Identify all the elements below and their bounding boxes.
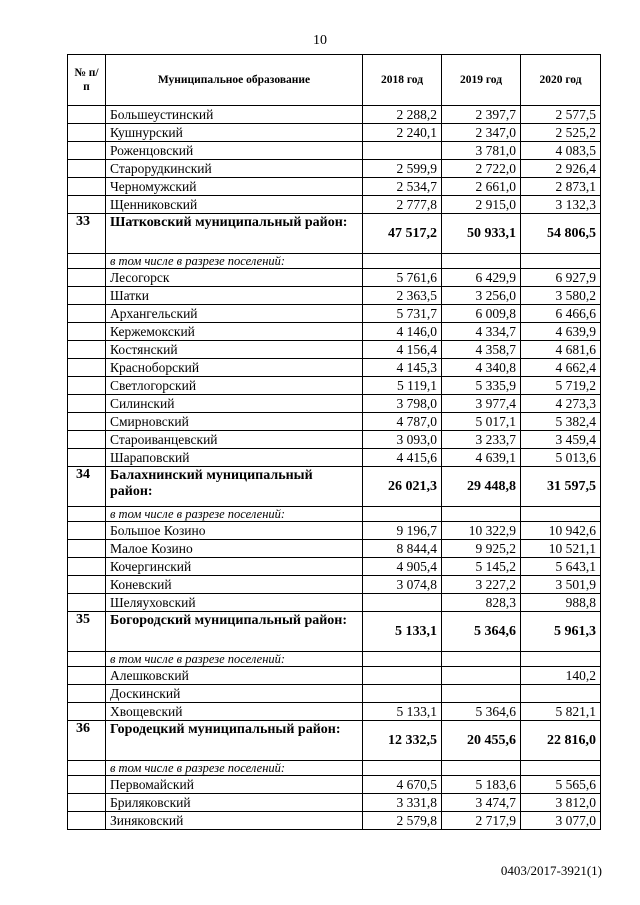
- table-row: [68, 142, 601, 160]
- value-2018: 4 670,5: [363, 776, 442, 794]
- row-number: [68, 652, 106, 667]
- header-name: Муниципальное образование: [106, 55, 363, 106]
- value-2020: 3 812,0: [521, 794, 601, 812]
- table-row: [68, 794, 601, 812]
- value-2020: 5 013,6: [521, 449, 601, 467]
- table-row: [68, 776, 601, 794]
- value-2019: [442, 685, 521, 703]
- table-row: [68, 594, 601, 612]
- value-2019: 3 781,0: [442, 142, 521, 160]
- row-number: [68, 431, 106, 449]
- value-2020: 2 525,2: [521, 124, 601, 142]
- value-2020: 4 662,4: [521, 359, 601, 377]
- subheading-row: [68, 507, 601, 522]
- value-2020: 4 083,5: [521, 142, 601, 160]
- value-2019: 5 364,6: [442, 703, 521, 721]
- municipality-name: Балахнинский муниципальный район:: [106, 467, 363, 507]
- table-row: [68, 341, 601, 359]
- table-row: [68, 178, 601, 196]
- value-2019: 3 977,4: [442, 395, 521, 413]
- value-2018: 47 517,2: [363, 214, 442, 254]
- value-2019: 2 915,0: [442, 196, 521, 214]
- value-2019: 4 358,7: [442, 341, 521, 359]
- table-row: [68, 522, 601, 540]
- value-2019: 4 334,7: [442, 323, 521, 341]
- value-2018: 3 074,8: [363, 576, 442, 594]
- value-2019: 2 397,7: [442, 106, 521, 124]
- row-number: [68, 794, 106, 812]
- table-row: [68, 106, 601, 124]
- table-row: [68, 160, 601, 178]
- row-number: 36: [68, 721, 106, 761]
- row-number: [68, 196, 106, 214]
- district-row: [68, 612, 601, 652]
- table-row: [68, 576, 601, 594]
- value-2019: 3 474,7: [442, 794, 521, 812]
- table-row: [68, 703, 601, 721]
- value-2019: 3 233,7: [442, 431, 521, 449]
- row-number: [68, 305, 106, 323]
- row-number: [68, 142, 106, 160]
- value-2019: [442, 667, 521, 685]
- row-number: [68, 703, 106, 721]
- value-2019: 2 347,0: [442, 124, 521, 142]
- subheading-text: в том числе в разрезе поселений:: [106, 652, 363, 667]
- value-2018: 4 787,0: [363, 413, 442, 431]
- value-2020: 6 927,9: [521, 269, 601, 287]
- table-row: [68, 540, 601, 558]
- value-2019: 50 933,1: [442, 214, 521, 254]
- row-number: [68, 323, 106, 341]
- table-header-row: [68, 55, 601, 106]
- district-row: [68, 721, 601, 761]
- row-number: [68, 507, 106, 522]
- district-row: [68, 467, 601, 507]
- table-row: [68, 395, 601, 413]
- value-2020: 3 077,0: [521, 812, 601, 830]
- municipality-name: Красноборский: [106, 359, 363, 377]
- subheading-text: в том числе в разрезе поселений:: [106, 254, 363, 269]
- value-2019: 2 717,9: [442, 812, 521, 830]
- district-row: [68, 214, 601, 254]
- table-row: [68, 558, 601, 576]
- value-2020: 6 466,6: [521, 305, 601, 323]
- value-2018: 5 133,1: [363, 612, 442, 652]
- value-2018: 4 415,6: [363, 449, 442, 467]
- value-2018: 5 133,1: [363, 703, 442, 721]
- row-number: [68, 540, 106, 558]
- municipality-name: Светлогорский: [106, 377, 363, 395]
- row-number: [68, 160, 106, 178]
- table-row: [68, 812, 601, 830]
- document-code: 0403/2017-3921(1): [500, 863, 602, 878]
- table-row: [68, 377, 601, 395]
- value-2018: [363, 507, 442, 522]
- header-2019: 2019 год: [442, 55, 521, 106]
- value-2020: 3 459,4: [521, 431, 601, 449]
- municipality-name: Роженцовский: [106, 142, 363, 160]
- value-2020: 5 821,1: [521, 703, 601, 721]
- table-row: [68, 431, 601, 449]
- value-2018: [363, 761, 442, 776]
- value-2018: [363, 652, 442, 667]
- municipality-name: Кушнурский: [106, 124, 363, 142]
- municipality-name: Щенниковский: [106, 196, 363, 214]
- municipality-name: Большое Козино: [106, 522, 363, 540]
- value-2020: 5 382,4: [521, 413, 601, 431]
- table-row: [68, 305, 601, 323]
- value-2019: 2 661,0: [442, 178, 521, 196]
- value-2020: 4 681,6: [521, 341, 601, 359]
- table-body: [68, 106, 601, 830]
- value-2020: [521, 652, 601, 667]
- value-2020: 3 580,2: [521, 287, 601, 305]
- subheading-row: [68, 652, 601, 667]
- value-2020: 3 132,3: [521, 196, 601, 214]
- row-number: [68, 178, 106, 196]
- municipality-name: Шатковский муниципальный район:: [106, 214, 363, 254]
- value-2018: 5 731,7: [363, 305, 442, 323]
- value-2018: 2 777,8: [363, 196, 442, 214]
- value-2020: 140,2: [521, 667, 601, 685]
- subheading-row: [68, 254, 601, 269]
- value-2018: 2 240,1: [363, 124, 442, 142]
- value-2019: 2 722,0: [442, 160, 521, 178]
- municipality-name: Первомайский: [106, 776, 363, 794]
- value-2020: 988,8: [521, 594, 601, 612]
- value-2020: 4 639,9: [521, 323, 601, 341]
- value-2018: 4 146,0: [363, 323, 442, 341]
- value-2020: [521, 761, 601, 776]
- header-2018: 2018 год: [363, 55, 442, 106]
- row-number: [68, 776, 106, 794]
- value-2018: 2 579,8: [363, 812, 442, 830]
- value-2020: 2 926,4: [521, 160, 601, 178]
- municipality-name: Кержемокский: [106, 323, 363, 341]
- value-2018: 4 156,4: [363, 341, 442, 359]
- municipality-name: Малое Козино: [106, 540, 363, 558]
- value-2020: [521, 254, 601, 269]
- row-number: [68, 685, 106, 703]
- municipality-name: Староиванцевский: [106, 431, 363, 449]
- municipality-name: Бриляковский: [106, 794, 363, 812]
- value-2018: 3 798,0: [363, 395, 442, 413]
- row-number: [68, 761, 106, 776]
- table-row: [68, 359, 601, 377]
- municipality-name: Старорудкинский: [106, 160, 363, 178]
- municipality-name: Силинский: [106, 395, 363, 413]
- value-2020: 5 565,6: [521, 776, 601, 794]
- municipality-name: Архангельский: [106, 305, 363, 323]
- value-2018: 9 196,7: [363, 522, 442, 540]
- header-2020: 2020 год: [521, 55, 601, 106]
- value-2019: [442, 254, 521, 269]
- value-2019: 4 639,1: [442, 449, 521, 467]
- page-number: 10: [313, 33, 327, 48]
- value-2019: 6 009,8: [442, 305, 521, 323]
- value-2020: 4 273,3: [521, 395, 601, 413]
- value-2019: [442, 652, 521, 667]
- row-number: [68, 106, 106, 124]
- value-2020: 31 597,5: [521, 467, 601, 507]
- row-number: 35: [68, 612, 106, 652]
- value-2020: 2 577,5: [521, 106, 601, 124]
- row-number: [68, 287, 106, 305]
- value-2019: 3 227,2: [442, 576, 521, 594]
- value-2020: 22 816,0: [521, 721, 601, 761]
- municipality-name: Доскинский: [106, 685, 363, 703]
- municipality-name: Алешковский: [106, 667, 363, 685]
- value-2020: 54 806,5: [521, 214, 601, 254]
- value-2020: 5 719,2: [521, 377, 601, 395]
- value-2018: [363, 685, 442, 703]
- value-2019: 5 145,2: [442, 558, 521, 576]
- value-2020: 2 873,1: [521, 178, 601, 196]
- value-2018: 5 119,1: [363, 377, 442, 395]
- row-number: [68, 667, 106, 685]
- municipality-name: Хвощевский: [106, 703, 363, 721]
- row-number: [68, 269, 106, 287]
- municipality-name: Городецкий муниципальный район:: [106, 721, 363, 761]
- value-2018: 3 093,0: [363, 431, 442, 449]
- value-2019: 29 448,8: [442, 467, 521, 507]
- municipality-name: Смирновский: [106, 413, 363, 431]
- municipality-name: Костянский: [106, 341, 363, 359]
- value-2019: 6 429,9: [442, 269, 521, 287]
- value-2018: 4 145,3: [363, 359, 442, 377]
- value-2018: 3 331,8: [363, 794, 442, 812]
- subheading-row: [68, 761, 601, 776]
- value-2018: 4 905,4: [363, 558, 442, 576]
- value-2018: [363, 594, 442, 612]
- municipality-name: Зиняковский: [106, 812, 363, 830]
- table-row: [68, 449, 601, 467]
- value-2020: 3 501,9: [521, 576, 601, 594]
- subheading-text: в том числе в разрезе поселений:: [106, 507, 363, 522]
- value-2018: 2 599,9: [363, 160, 442, 178]
- value-2018: 26 021,3: [363, 467, 442, 507]
- value-2018: 12 332,5: [363, 721, 442, 761]
- value-2019: 20 455,6: [442, 721, 521, 761]
- value-2020: 10 942,6: [521, 522, 601, 540]
- municipality-name: Лесогорск: [106, 269, 363, 287]
- value-2018: [363, 142, 442, 160]
- row-number: [68, 254, 106, 269]
- value-2019: 5 364,6: [442, 612, 521, 652]
- value-2018: [363, 254, 442, 269]
- row-number: [68, 341, 106, 359]
- municipality-name: Черномужский: [106, 178, 363, 196]
- row-number: [68, 558, 106, 576]
- value-2018: [363, 667, 442, 685]
- header-no: № п/п: [68, 55, 106, 106]
- value-2018: 5 761,6: [363, 269, 442, 287]
- row-number: [68, 449, 106, 467]
- table-row: [68, 269, 601, 287]
- row-number: [68, 576, 106, 594]
- value-2020: 5 643,1: [521, 558, 601, 576]
- row-number: [68, 359, 106, 377]
- row-number: [68, 812, 106, 830]
- value-2019: 828,3: [442, 594, 521, 612]
- municipality-name: Шатки: [106, 287, 363, 305]
- value-2020: 10 521,1: [521, 540, 601, 558]
- value-2019: 10 322,9: [442, 522, 521, 540]
- row-number: [68, 124, 106, 142]
- value-2019: 5 183,6: [442, 776, 521, 794]
- subheading-text: в том числе в разрезе поселений:: [106, 761, 363, 776]
- table-row: [68, 287, 601, 305]
- value-2018: 2 288,2: [363, 106, 442, 124]
- municipality-name: Коневский: [106, 576, 363, 594]
- row-number: [68, 377, 106, 395]
- municipality-name: Большеустинский: [106, 106, 363, 124]
- row-number: [68, 594, 106, 612]
- table-row: [68, 413, 601, 431]
- budget-table: [67, 54, 601, 830]
- value-2019: 3 256,0: [442, 287, 521, 305]
- table-row: [68, 667, 601, 685]
- value-2019: 5 017,1: [442, 413, 521, 431]
- value-2018: 2 534,7: [363, 178, 442, 196]
- value-2018: 2 363,5: [363, 287, 442, 305]
- value-2020: [521, 685, 601, 703]
- value-2018: 8 844,4: [363, 540, 442, 558]
- row-number: 34: [68, 467, 106, 507]
- value-2020: [521, 507, 601, 522]
- table-row: [68, 124, 601, 142]
- row-number: [68, 395, 106, 413]
- table-row: [68, 196, 601, 214]
- table-row: [68, 323, 601, 341]
- value-2019: 4 340,8: [442, 359, 521, 377]
- row-number: [68, 522, 106, 540]
- municipality-name: Шараповский: [106, 449, 363, 467]
- municipality-name: Богородский муниципальный район:: [106, 612, 363, 652]
- municipality-name: Кочергинский: [106, 558, 363, 576]
- value-2019: 9 925,2: [442, 540, 521, 558]
- row-number: [68, 413, 106, 431]
- value-2019: [442, 761, 521, 776]
- table-row: [68, 685, 601, 703]
- value-2019: 5 335,9: [442, 377, 521, 395]
- row-number: 33: [68, 214, 106, 254]
- value-2019: [442, 507, 521, 522]
- municipality-name: Шеляуховский: [106, 594, 363, 612]
- value-2020: 5 961,3: [521, 612, 601, 652]
